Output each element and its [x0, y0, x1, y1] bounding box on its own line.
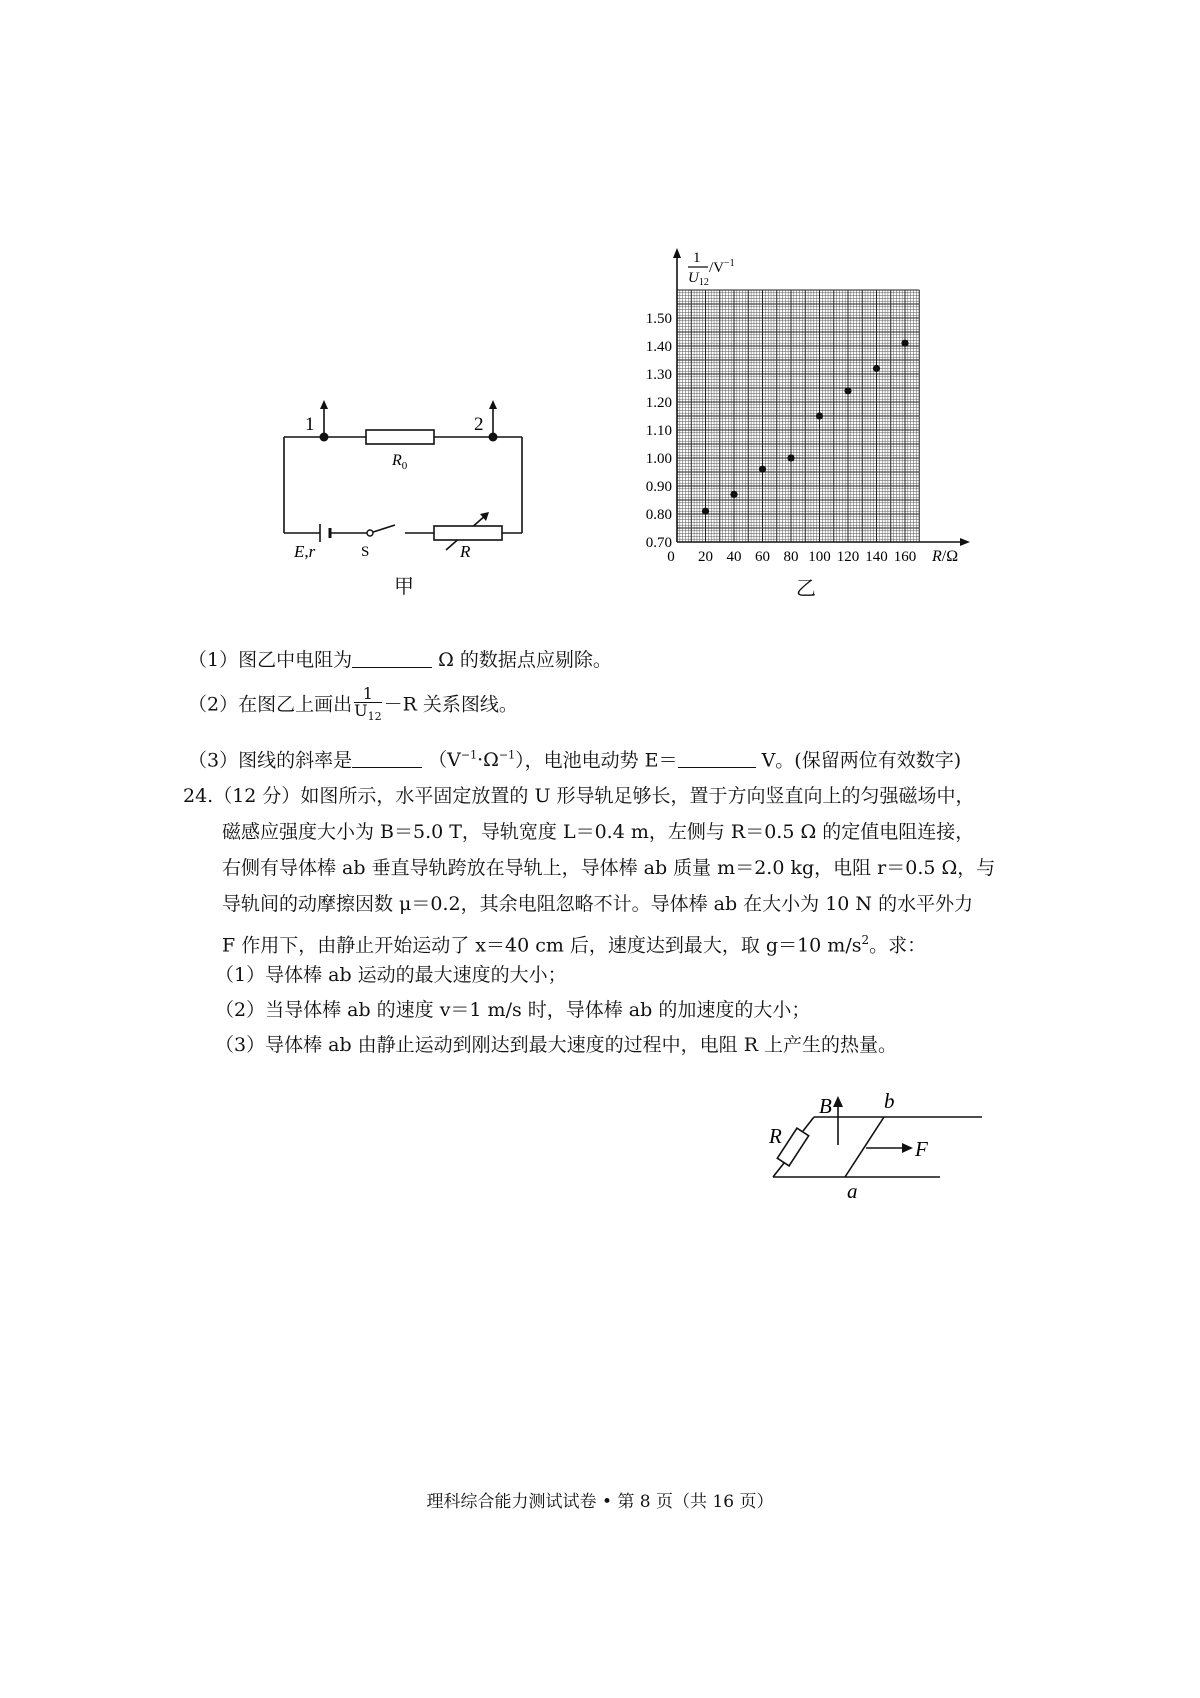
x-tick-label: 160: [893, 549, 917, 565]
bottom-point-label: a: [847, 1179, 858, 1200]
q3-unit: （$V^{-1}\cdot\Omega^{-1}$: [428, 749, 516, 772]
data-point: [816, 412, 823, 419]
graph-caption: 乙: [796, 576, 816, 600]
problem-24-line-4: 导轨间的动摩擦因数 μ＝0.2，其余电阻忽略不计。导体棒 ab 在大小为 10 N 的水平外力: [222, 893, 974, 915]
b-label: B: [819, 1094, 832, 1118]
page-footer: 理科综合能力测试试卷 • 第 8 页（共 16 页）: [426, 1492, 774, 1512]
x-axis-label: R/Ω: [932, 548, 959, 565]
node-1-dot: [320, 433, 329, 442]
problem-24-line-3: 右侧有导体棒 ab 垂直导轨跨放在导轨上，导体棒 ab 质量 m＝2.0 kg，电阻 r＝0.5 Ω，与: [222, 857, 996, 879]
x-tick-label: 80: [783, 549, 799, 565]
problem-24-sub-2: （2）当导体棒 ab 的速度 v＝1 m/s 时，导体棒 ab 的加速度的大小；: [215, 999, 811, 1021]
emf-label: E,r: [294, 542, 316, 561]
problem-24-line-5: F 作用下，由静止开始运动了 x＝40 cm 后，速度达到最大，取 g＝10 $m/s^2$。求：: [222, 933, 927, 957]
y-tick-label: 1.30: [645, 367, 672, 383]
x-tick-label: 100: [808, 549, 831, 565]
question-23-3: [188, 738, 961, 778]
x-tick-label: 140: [865, 549, 888, 565]
rail-diagram: [760, 1085, 990, 1200]
q1-text-b: Ω 的数据点应剔除。: [438, 649, 612, 671]
rheostat-label: R: [460, 542, 471, 561]
q2-text-a: （2）在图乙上画出: [188, 693, 353, 716]
y-tick-label: 0.90: [645, 479, 672, 495]
resistor-r: [777, 1128, 808, 1166]
data-point: [844, 387, 851, 394]
y-tick-label: 1.10: [645, 423, 672, 439]
circuit-diagram: [270, 395, 540, 565]
node-1-label: 1: [305, 414, 315, 435]
rheostat: [434, 526, 502, 540]
q1-text-a: （1）图乙中电阻为: [188, 649, 353, 671]
conductor-rod-ab: [845, 1117, 884, 1177]
force-label: F: [915, 1137, 928, 1161]
data-point: [873, 365, 880, 372]
q2-fraction: $\frac{1}{U_{12}}$: [354, 684, 382, 724]
r-label: R: [769, 1124, 782, 1148]
y-axis-label-den: $U_{12}$: [688, 270, 709, 288]
q3-text-a: （3）图线的斜率是: [188, 749, 353, 772]
y-tick-label: 1.40: [645, 339, 672, 355]
x-tick-label: 0: [667, 549, 675, 565]
switch-label: S: [361, 544, 370, 560]
q2-text-b: －R 关系图线。: [383, 693, 518, 716]
r0-label: $R_0$: [392, 452, 408, 472]
data-point: [730, 491, 737, 498]
problem-24-line-2: 磁感应强度大小为 B＝5.0 T，导轨宽度 L＝0.4 m，左侧与 R＝0.5 Ω 的定值电阻连接，: [222, 821, 975, 843]
scatter-chart: [630, 240, 980, 570]
y-axis-label-unit: $/V^{-1}$: [709, 258, 735, 276]
y-tick-label: 1.50: [645, 311, 672, 327]
problem-24-sub-3: （3）导体棒 ab 由静止运动到刚达到最大速度的过程中，电阻 R 上产生的热量。: [215, 1034, 898, 1056]
r0-resistor: [366, 430, 434, 444]
problem-24-sub-1: （1）导体棒 ab 运动的最大速度的大小；: [215, 964, 567, 986]
question-23-1: [188, 642, 612, 678]
question-23-2: [188, 686, 518, 725]
q3-blank-slope: [352, 747, 422, 768]
y-tick-label: 0.70: [645, 535, 672, 551]
x-tick-label: 60: [755, 549, 770, 565]
problem-24-line-1: 24.（12 分）如图所示，水平固定放置的 U 形导轨足够长，置于方向竖直向上的匀强磁场中，: [183, 785, 975, 807]
x-tick-label: 40: [726, 549, 742, 565]
data-point: [759, 466, 766, 473]
data-point: [901, 340, 908, 347]
data-point: [787, 454, 794, 461]
y-tick-label: 0.80: [645, 507, 672, 523]
y-tick-label: 1.00: [645, 451, 672, 467]
x-tick-label: 120: [836, 549, 860, 565]
q1-blank: [352, 647, 432, 668]
x-tick-label: 20: [698, 549, 713, 565]
node-2-dot: [489, 433, 498, 442]
q3-blank-emf: [678, 747, 756, 768]
q3-text-c: ），电池电动势 E＝: [515, 749, 678, 772]
y-axis-label-num: 1: [693, 250, 701, 266]
circuit-caption: 甲: [394, 574, 414, 598]
top-point-label: b: [884, 1089, 895, 1113]
y-tick-label: 1.20: [645, 395, 672, 411]
data-point: [702, 508, 709, 515]
node-2-label: 2: [474, 414, 484, 435]
q3-text-d: V。(保留两位有效数字): [761, 749, 962, 772]
